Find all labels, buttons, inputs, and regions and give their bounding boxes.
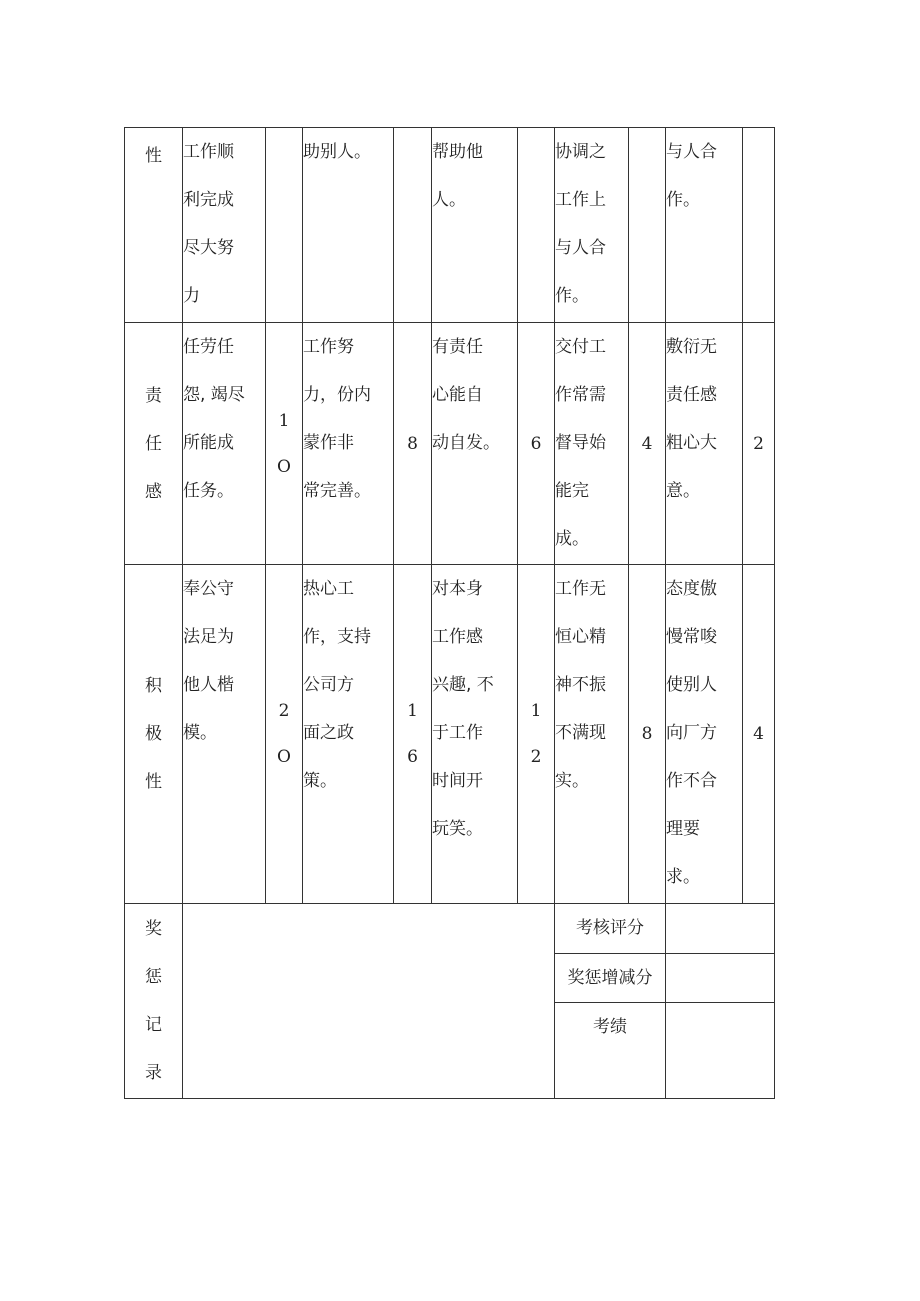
row-label: 性	[125, 128, 183, 323]
score-cell-poor	[743, 128, 775, 323]
score-cell-average: 1 2	[518, 565, 555, 904]
desc-cell-poor: 态度傲 慢常唆 使别人 向厂方 作不合 理要 求。	[666, 565, 743, 904]
criteria-row-responsibility	[125, 323, 775, 565]
score-cell-poor: 2	[743, 323, 775, 565]
row-label: 责 任 感	[125, 323, 183, 565]
assessment-score-label: 考核评分	[555, 904, 666, 954]
score-cell-fair: 8	[629, 565, 666, 904]
score-cell-good: 8	[394, 323, 432, 565]
desc-cell-excellent: 工作顺 利完成 尽大努 力	[183, 128, 266, 323]
score-cell-poor: 4	[743, 565, 775, 904]
desc-cell-average: 帮助他 人。	[432, 128, 518, 323]
desc-cell-fair: 交付工 作常需 督导始 能完 成。	[555, 323, 629, 565]
desc-cell-fair: 工作无 恒心精 神不振 不满现 实。	[555, 565, 629, 904]
final-grade-label: 考绩	[555, 1003, 666, 1099]
row-label: 积 极 性	[125, 565, 183, 904]
score-cell-excellent: 1 O	[266, 323, 303, 565]
criteria-row-initiative	[125, 565, 775, 904]
desc-cell-excellent: 奉公守 法足为 他人楷 模。	[183, 565, 266, 904]
record-content-area[interactable]	[183, 904, 555, 1099]
desc-cell-average: 对本身 工作感 兴趣, 不 于工作 时间开 玩笑。	[432, 565, 518, 904]
score-cell-fair: 4	[629, 323, 666, 565]
criteria-row-cooperation	[125, 128, 775, 323]
score-cell-excellent: 2 O	[266, 565, 303, 904]
evaluation-table	[124, 127, 775, 1099]
score-cell-good: 1 6	[394, 565, 432, 904]
score-cell-average: 6	[518, 323, 555, 565]
desc-cell-excellent: 任劳任 怨, 竭尽 所能成 任务。	[183, 323, 266, 565]
score-cell-excellent	[266, 128, 303, 323]
reward-penalty-adjust-field[interactable]	[666, 954, 775, 1003]
desc-cell-fair: 协调之 工作上 与人合 作。	[555, 128, 629, 323]
record-row-score	[125, 904, 775, 954]
score-cell-average	[518, 128, 555, 323]
desc-cell-poor: 敷衍无 责任感 粗心大 意。	[666, 323, 743, 565]
final-grade-field[interactable]	[666, 1003, 775, 1099]
desc-cell-poor: 与人合 作。	[666, 128, 743, 323]
score-cell-fair	[629, 128, 666, 323]
desc-cell-good: 工作努 力，份内 蒙作非 常完善。	[303, 323, 394, 565]
desc-cell-good: 热心工 作，支持 公司方 面之政 策。	[303, 565, 394, 904]
desc-cell-good: 助别人。	[303, 128, 394, 323]
assessment-score-field[interactable]	[666, 904, 775, 954]
record-label: 奖 惩 记 录	[125, 904, 183, 1099]
reward-penalty-adjust-label: 奖惩增减分	[555, 954, 666, 1003]
desc-cell-average: 有责任 心能自 动自发。	[432, 323, 518, 565]
score-cell-good	[394, 128, 432, 323]
